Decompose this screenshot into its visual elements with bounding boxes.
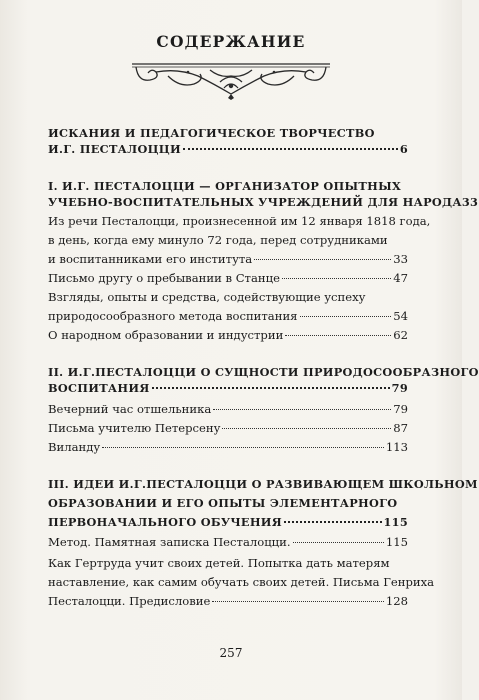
toc-section-3 (48, 514, 408, 530)
dot-leader (293, 542, 384, 543)
toc-section-1-line1: I. И.Г. ПЕСТАЛОЦЦИ — ОРГАНИЗАТОР ОПЫТНЫХ (48, 179, 402, 193)
toc-page-number: 115 (385, 535, 408, 549)
toc-item-line: Как Гертруда учит своих детей. Попытка дать матерям (48, 556, 390, 570)
toc-item-line: Вечерний час отшельника (48, 402, 212, 416)
toc-page-number: 54 (393, 309, 408, 323)
toc-item (48, 270, 408, 286)
toc-item-line: О народном образовании и индустрии (48, 328, 284, 342)
toc-section-1-line2: УЧЕБНО-ВОСПИТАТЕЛЬНЫХ УЧРЕЖДЕНИЙ ДЛЯ НАРОДА (48, 195, 462, 209)
dot-leader (183, 148, 398, 150)
toc-section-3-line1: III. ИДЕИ И.Г.ПЕСТАЛОЦЦИ О РАЗВИВАЮЩЕМ ШКОЛЬНОМ (48, 477, 478, 491)
dot-leader (284, 521, 381, 523)
dot-leader (222, 428, 391, 429)
page-number: 257 (219, 646, 243, 660)
toc-page-number: 79 (391, 381, 408, 395)
dot-leader (300, 316, 392, 317)
toc-item-line: Виланду (48, 440, 101, 454)
dot-leader (285, 335, 391, 336)
toc-item (48, 401, 408, 417)
toc-item (48, 308, 408, 324)
dot-leader (282, 278, 391, 279)
dot-leader (254, 259, 391, 260)
toc-section-3-line2: ОБРАЗОВАНИИ И ЕГО ОПЫТЫ ЭЛЕМЕНТАРНОГО (48, 496, 398, 510)
dot-leader (212, 601, 384, 602)
toc-section-2 (48, 380, 408, 396)
toc-page-number: 128 (385, 594, 408, 608)
toc-item (48, 251, 408, 267)
toc-entry-intro (48, 141, 408, 157)
toc-item-line: Метод. Памятная записка Песталоцци. (48, 535, 291, 549)
toc-section-3-line3: ПЕРВОНАЧАЛЬНОГО ОБУЧЕНИЯ (48, 515, 283, 529)
toc-item (48, 439, 408, 455)
toc-item-line: наставление, как самим обучать своих детей. Письма Генриха (48, 575, 435, 589)
toc-item-line: Из речи Песталоцци, произнесенной им 12 января 1818 года, (48, 214, 431, 228)
toc-page-number: 33 (393, 252, 408, 266)
toc-item (48, 593, 408, 609)
toc-item-line: в день, когда ему минуло 72 года, перед сотрудниками (48, 233, 388, 247)
dot-leader (152, 387, 390, 389)
toc-page-number: 33 (461, 195, 479, 209)
toc-page-number: 113 (385, 440, 408, 454)
toc-page-number: 6 (399, 142, 408, 156)
toc-page-number: 87 (393, 421, 408, 435)
toc-entry-intro-line1: ИСКАНИЯ И ПЕДАГОГИЧЕСКОЕ ТВОРЧЕСТВО (48, 126, 375, 140)
toc-item-line: Письмо другу о пребывании в Станце (48, 271, 280, 285)
toc-item-line: Взгляды, опыты и средства, содействующие успеху (48, 290, 366, 304)
toc-item (48, 327, 408, 343)
toc-item-line: природосообразного метода воспитания (48, 309, 298, 323)
toc-item (48, 420, 408, 436)
toc-item-line: Песталоцци. Предисловие (48, 594, 211, 608)
toc-section-2-line1: II. И.Г.ПЕСТАЛОЦЦИ О СУЩНОСТИ ПРИРОДОСООБРАЗНОГО (48, 365, 479, 379)
toc-page-number: 115 (383, 515, 408, 529)
decorative-flourish-icon (128, 58, 334, 100)
dot-leader (213, 409, 391, 410)
toc-entry-intro-line2: И.Г. ПЕСТАЛОЦЦИ (48, 142, 181, 156)
toc-section-2-line2: ВОСПИТАНИЯ (48, 381, 150, 395)
toc-item (48, 534, 408, 550)
dot-leader (102, 447, 384, 448)
page-title: СОДЕРЖАНИЕ (156, 32, 306, 51)
toc-section-1 (48, 194, 479, 210)
toc-item-line: и воспитанниками его института (48, 252, 253, 266)
toc-page-number: 62 (393, 328, 408, 342)
toc-page-number: 79 (393, 402, 408, 416)
toc-item-line: Письма учителю Петерсену (48, 421, 221, 435)
toc-page-number: 47 (393, 271, 408, 285)
